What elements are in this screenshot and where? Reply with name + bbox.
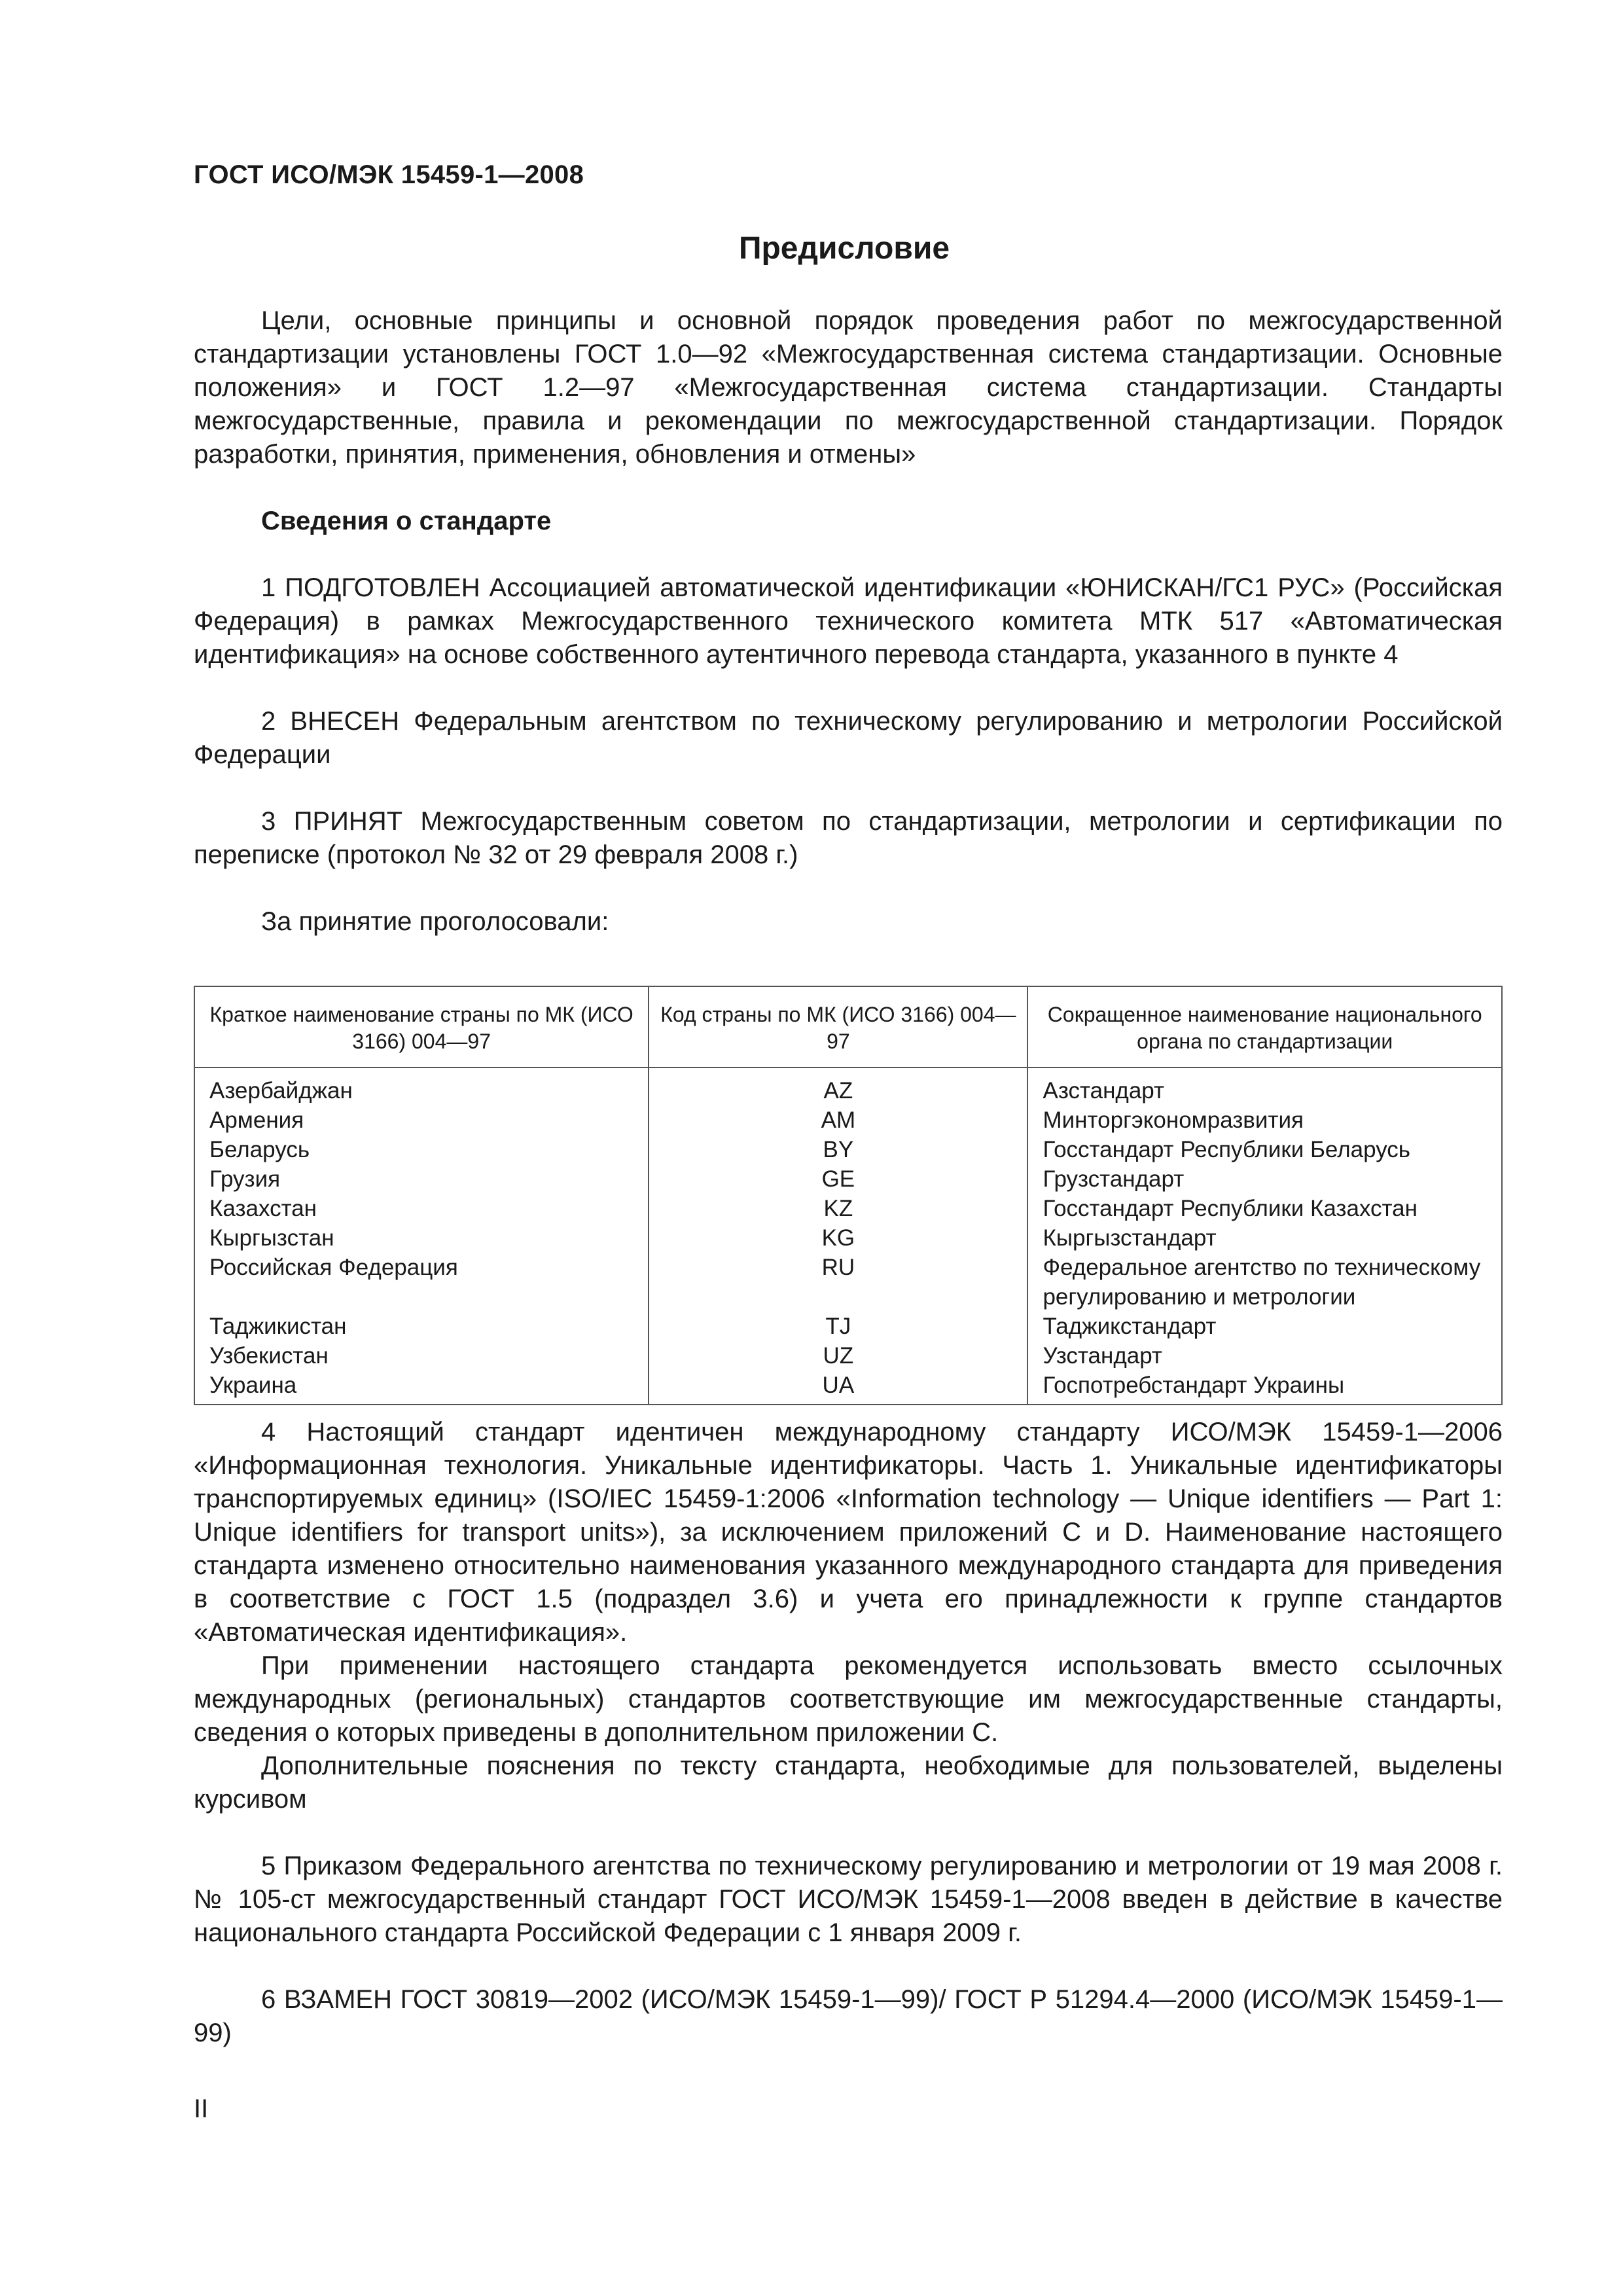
cell-code: AZ	[649, 1067, 1027, 1105]
cell-code: RU	[649, 1253, 1027, 1312]
section-subheading: Сведения о стандарте	[261, 507, 552, 535]
table-row	[194, 1341, 1502, 1371]
cell-code: TJ	[649, 1312, 1027, 1341]
column-header-code: Код страны по МК (ИСО 3166) 004—97	[649, 986, 1027, 1067]
item-4-paragraph-3: Дополнительные пояснения по тексту стандарта, необходимые для пользователей, выделены курсивом	[194, 1751, 1503, 1814]
voting-countries-table	[194, 986, 1503, 1405]
page-title: Предисловие	[738, 231, 950, 266]
cell-country: Кыргызстан	[194, 1223, 649, 1253]
voted-label: За принятие проголосовали:	[261, 907, 609, 936]
cell-country: Таджикистан	[194, 1312, 649, 1341]
cell-standards-body: Минторгэкономразвития	[1027, 1105, 1502, 1135]
cell-country: Грузия	[194, 1164, 649, 1194]
cell-standards-body: Госстандарт Республики Беларусь	[1027, 1135, 1502, 1164]
table-row	[194, 1194, 1502, 1223]
item-4-paragraph: 4 Настоящий стандарт идентичен международному стандарту ИСО/МЭК 15459-1—2006 «Информационная технология. Уникальные идентификаторы. Часть 1. Уникальные идентификаторы транспортируемых единиц» (ISO/IEC 15459-1:2006 «Information technology — Unique identifiers — Part 1: Unique identifiers for transport units»), за исключением приложений С и D. Наименование настоящего стандарта изменено относительно наименования указанного международного стандарта для приведения в соответствие с ГОСТ 1.5 (подраздел 3.6) и учета его принадлежности к группе стандартов «Автоматическая идентификация».	[194, 1418, 1503, 1647]
cell-standards-body: Узстандарт	[1027, 1341, 1502, 1371]
preface-top-block	[194, 304, 1503, 939]
table-row	[194, 1253, 1502, 1312]
column-header-country: Краткое наименование страны по МК (ИСО 3166) 004—97	[194, 986, 649, 1067]
table-header-row	[194, 986, 1502, 1067]
cell-code: UA	[649, 1371, 1027, 1405]
column-header-standards-body: Сокращенное наименование национального органа по стандартизации	[1027, 986, 1502, 1067]
cell-country: Узбекистан	[194, 1341, 649, 1371]
cell-code: UZ	[649, 1341, 1027, 1371]
cell-standards-body: Таджикстандарт	[1027, 1312, 1502, 1341]
cell-country: Беларусь	[194, 1135, 649, 1164]
cell-code: AM	[649, 1105, 1027, 1135]
cell-standards-body: Азстандарт	[1027, 1067, 1502, 1105]
table-row	[194, 1067, 1502, 1105]
cell-code: KG	[649, 1223, 1027, 1253]
intro-paragraph: Цели, основные принципы и основной порядок проведения работ по межгосударственной стандартизации установлены ГОСТ 1.0—92 «Межгосударственная система стандартизации. Основные положения» и ГОСТ 1.2—97 «Межгосударственная система стандартизации. Стандарты межгосударственные, правила и рекомендации по межгосударственной стандартизации. Порядок разработки, принятия, применения, обновления и отмены»	[194, 306, 1503, 469]
cell-country: Украина	[194, 1371, 649, 1405]
cell-standards-body: Грузстандарт	[1027, 1164, 1502, 1194]
table-row	[194, 1164, 1502, 1194]
table-row	[194, 1135, 1502, 1164]
preface-bottom-block	[194, 1416, 1503, 2050]
cell-standards-body: Госстандарт Республики Казахстан	[1027, 1194, 1502, 1223]
item-1-paragraph: 1 ПОДГОТОВЛЕН Ассоциацией автоматической идентификации «ЮНИСКАН/ГС1 РУС» (Российская Федерация) в рамках Межгосударственного технического комитета МТК 517 «Автоматическая идентификация» на основе собственного аутентичного перевода стандарта, указанного в пункте 4	[194, 573, 1503, 669]
cell-country: Азербайджан	[194, 1067, 649, 1105]
cell-code: BY	[649, 1135, 1027, 1164]
document-header: ГОСТ ИСО/МЭК 15459-1—2008	[194, 160, 584, 189]
item-5-paragraph: 5 Приказом Федерального агентства по техническому регулированию и метрологии от 19 мая 2008 г. № 105-ст межгосударственный стандарт ГОСТ ИСО/МЭК 15459-1—2008 введен в действие в качестве национального стандарта Российской Федерации с 1 января 2009 г.	[194, 1852, 1503, 1947]
table-row	[194, 1312, 1502, 1341]
item-6-paragraph: 6 ВЗАМЕН ГОСТ 30819—2002 (ИСО/МЭК 15459-1—99)/ ГОСТ Р 51294.4—2000 (ИСО/МЭК 15459-1—99)	[194, 1985, 1503, 2047]
item-3-paragraph: 3 ПРИНЯТ Межгосударственным советом по стандартизации, метрологии и сертификации по переписке (протокол № 32 от 29 февраля 2008 г.)	[194, 807, 1503, 869]
cell-code: GE	[649, 1164, 1027, 1194]
cell-standards-body: Госпотребстандарт Украины	[1027, 1371, 1502, 1405]
cell-country: Армения	[194, 1105, 649, 1135]
table-row	[194, 1371, 1502, 1405]
cell-standards-body: Кыргызстандарт	[1027, 1223, 1502, 1253]
item-2-paragraph: 2 ВНЕСЕН Федеральным агентством по техническому регулированию и метрологии Российской Федерации	[194, 707, 1503, 769]
cell-standards-body: Федеральное агентство по техническому регулированию и метрологии	[1027, 1253, 1502, 1312]
page-number: II	[194, 2094, 209, 2123]
table-row	[194, 1223, 1502, 1253]
item-4-paragraph-2: При применении настоящего стандарта рекомендуется использовать вместо ссылочных международных (региональных) стандартов соответствующие им межгосударственные стандарты, сведения о которых приведены в дополнительном приложении С.	[194, 1651, 1503, 1747]
cell-code: KZ	[649, 1194, 1027, 1223]
cell-country: Казахстан	[194, 1194, 649, 1223]
table-row	[194, 1105, 1502, 1135]
cell-country: Российская Федерация	[194, 1253, 649, 1312]
